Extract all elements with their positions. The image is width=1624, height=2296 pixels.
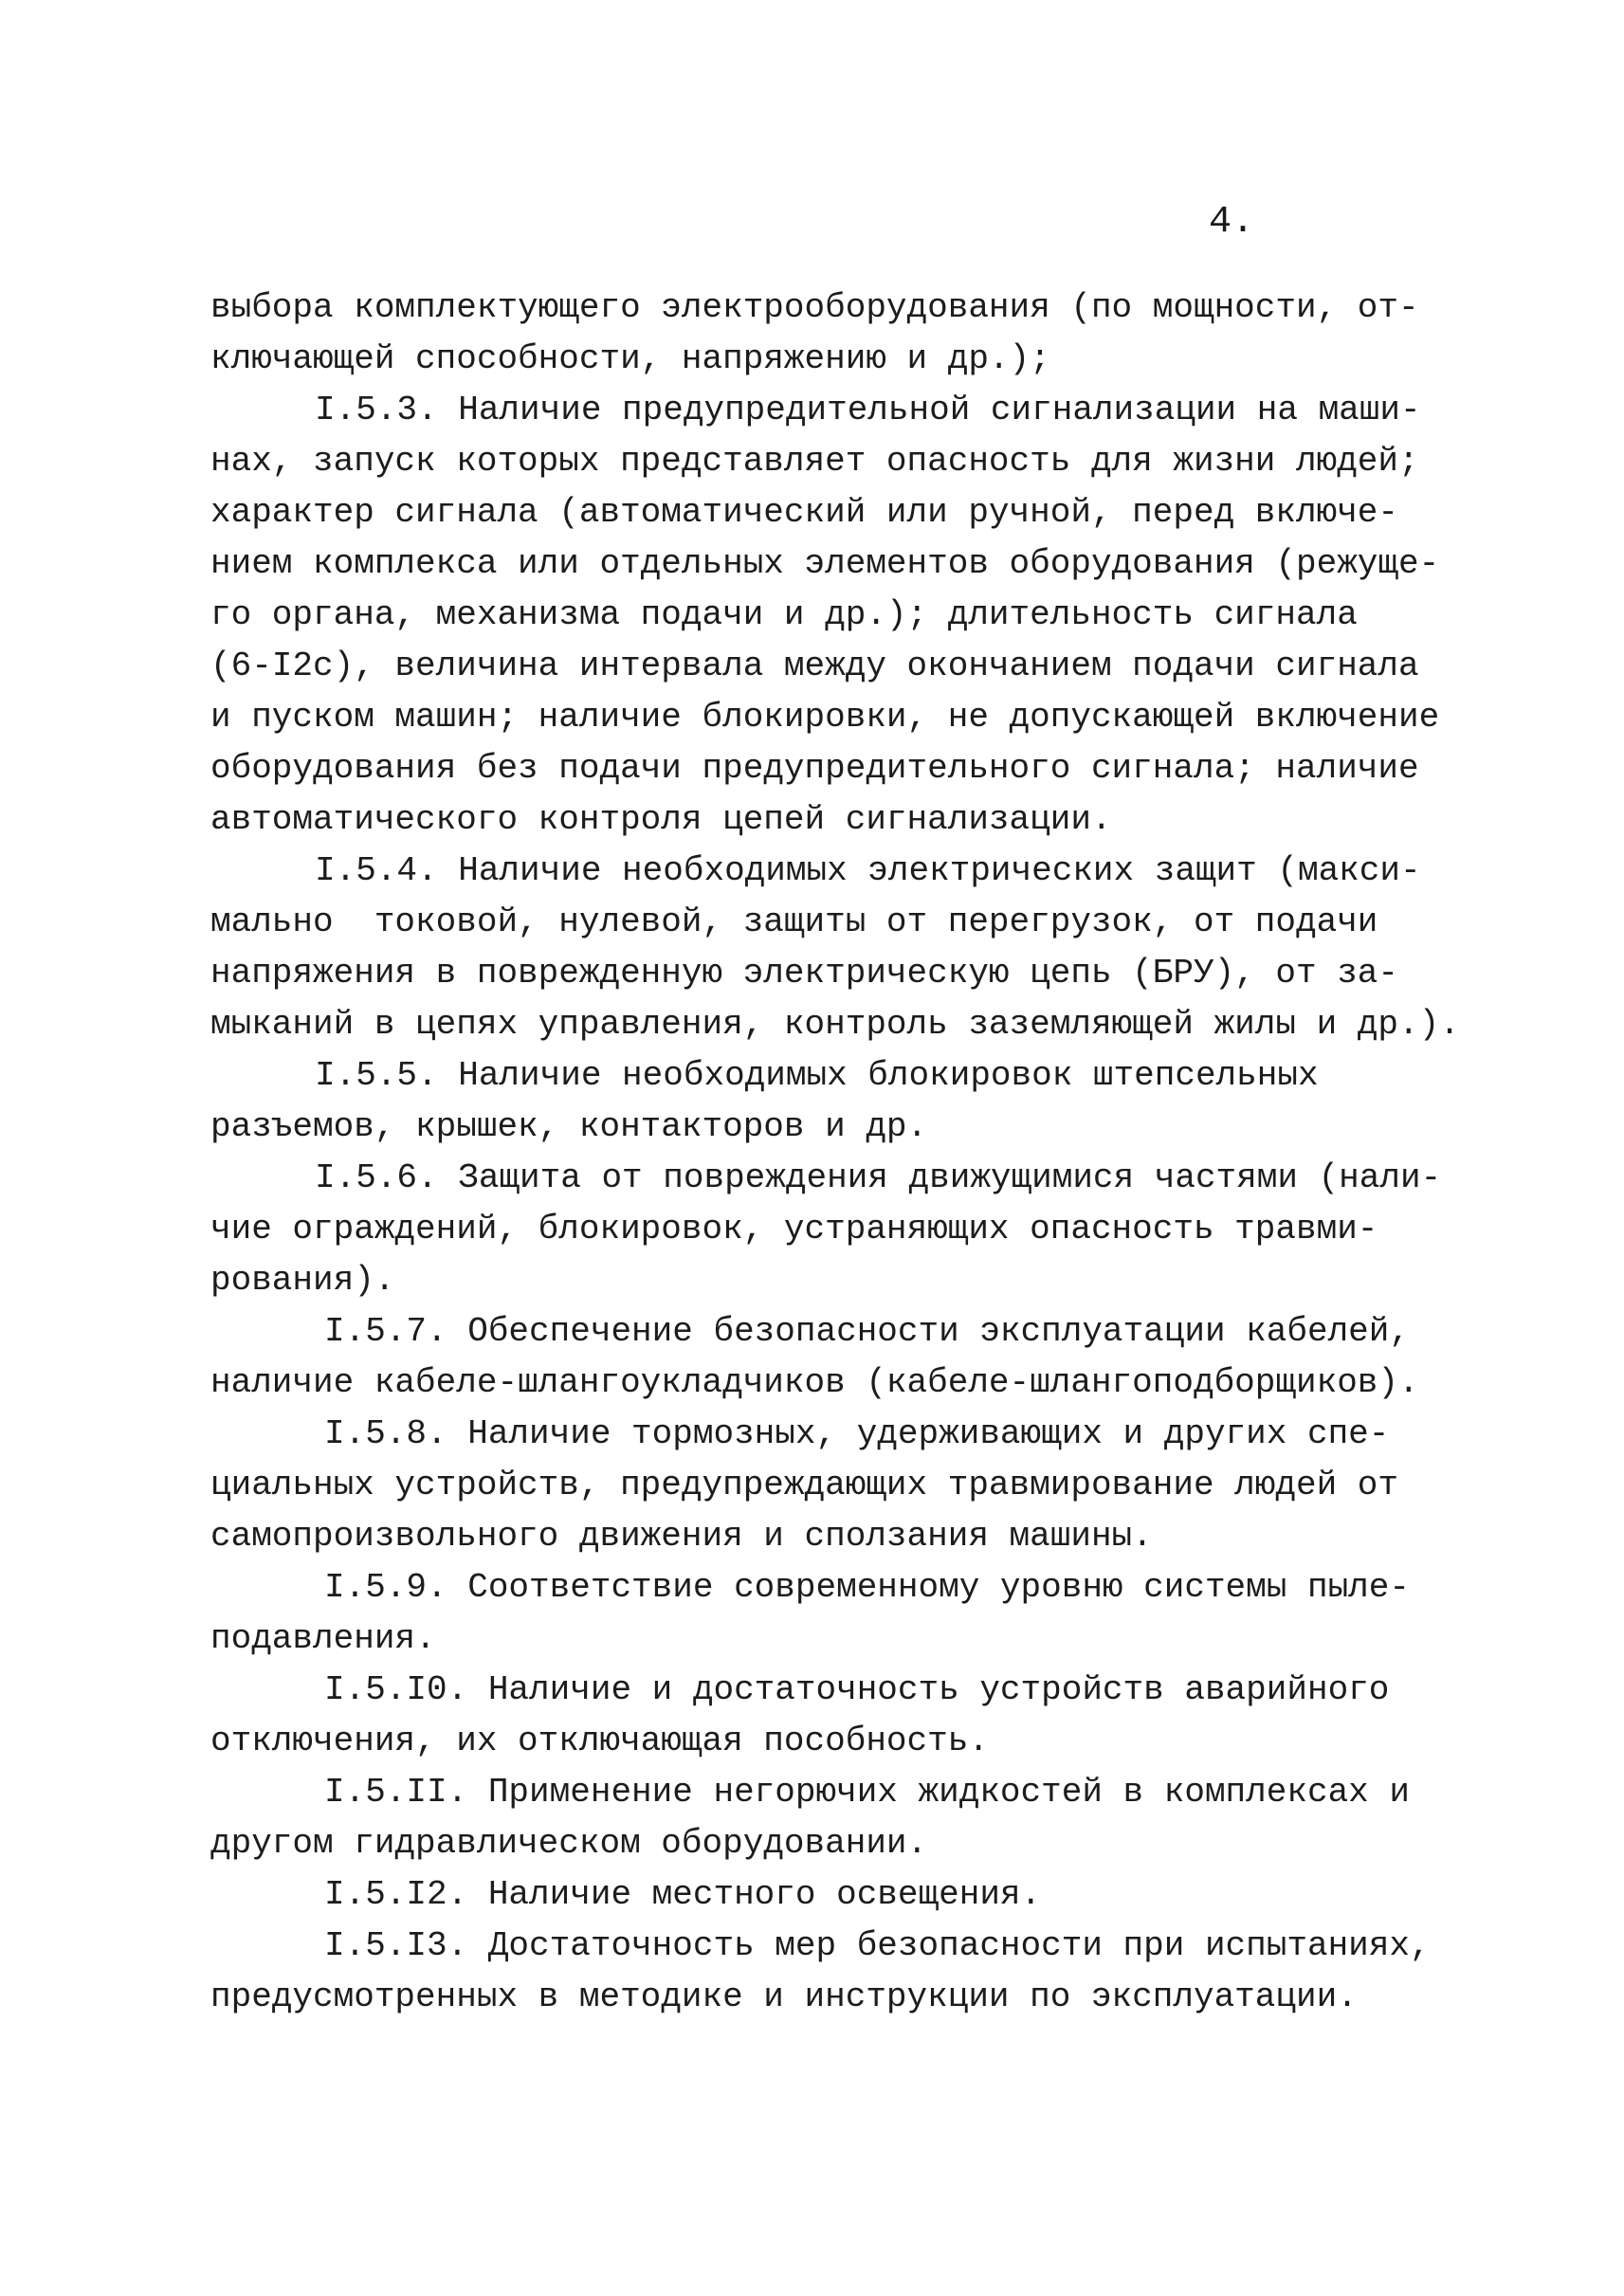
text-line: рования). <box>210 1261 395 1300</box>
text-line: го органа, механизма подачи и др.); длительность сигнала <box>210 595 1358 634</box>
clause-1-5-12-line: I.5.I2. Наличие местного освещения. <box>324 1875 1042 1914</box>
text-line: предусмотренных в методике и инструкции по эксплуатации. <box>210 1977 1358 2016</box>
text-line: выбора комплектующего электрооборудования (по мощности, от- <box>210 288 1419 327</box>
clause-1-5-13-line: I.5.I3. Достаточность мер безопасности при испытаниях, <box>324 1926 1431 1965</box>
clause-1-5-11-line: I.5.II. Применение негорючих жидкостей в комплексах и <box>324 1773 1410 1812</box>
text-line: циальных устройств, предупреждающих травмирование людей от <box>210 1466 1399 1504</box>
text-line: автоматического контроля цепей сигнализации. <box>210 800 1112 839</box>
text-line: мыканий в цепях управления, контроль заземляющей жилы и др.). <box>210 1005 1460 1044</box>
clause-1-5-6-line: I.5.6. Защита от повреждения движущимися частями (нали- <box>315 1158 1442 1197</box>
text-line: оборудования без подачи предупредительного сигнала; наличие <box>210 749 1419 788</box>
text-line: ключающей способности, напряжению и др.); <box>210 339 1050 378</box>
body-text <box>210 282 1490 2023</box>
clause-1-5-3-line: I.5.3. Наличие предупредительной сигнализации на маши- <box>315 391 1421 429</box>
clause-1-5-8-line: I.5.8. Наличие тормозных, удерживающих и других спе- <box>324 1414 1390 1453</box>
text-line: нах, запуск которых представляет опасность для жизни людей; <box>210 442 1419 481</box>
page-number: 4. <box>1209 201 1255 244</box>
text-line: и пуском машин; наличие блокировки, не допускающей включение <box>210 698 1440 737</box>
text-line: самопроизвольного движения и сползания машины. <box>210 1517 1153 1556</box>
text-line: чие ограждений, блокировок, устраняющих опасность травми- <box>210 1210 1378 1248</box>
clause-1-5-5-line: I.5.5. Наличие необходимых блокировок штепсельных <box>315 1056 1319 1095</box>
text-line: отключения, их отключающая пособность. <box>210 1722 989 1760</box>
text-line: мально токовой, нулевой, защиты от перегрузок, от подачи <box>210 902 1378 941</box>
clause-1-5-4-line: I.5.4. Наличие необходимых электрических защит (макси- <box>315 851 1421 890</box>
text-line: напряжения в поврежденную электрическую цепь (БРУ), от за- <box>210 954 1399 993</box>
text-line: нием комплекса или отдельных элементов оборудования (режуще- <box>210 544 1440 583</box>
text-line: характер сигнала (автоматический или ручной, перед включе- <box>210 493 1399 532</box>
clause-1-5-9-line: I.5.9. Соответствие современному уровню системы пыле- <box>324 1568 1410 1607</box>
clause-1-5-7-line: I.5.7. Обеспечение безопасности эксплуатации кабелей, <box>324 1312 1410 1351</box>
clause-1-5-10-line: I.5.I0. Наличие и достаточность устройств аварийного <box>324 1670 1390 1709</box>
text-line: подавления. <box>210 1619 436 1658</box>
text-line: (6-I2c), величина интервала между окончанием подачи сигнала <box>210 647 1419 685</box>
text-line: наличие кабеле-шлангоукладчиков (кабеле-шлангоподборщиков). <box>210 1363 1419 1402</box>
text-line: разъемов, крышек, контакторов и др. <box>210 1107 928 1146</box>
text-line: другом гидравлическом оборудовании. <box>210 1824 928 1863</box>
